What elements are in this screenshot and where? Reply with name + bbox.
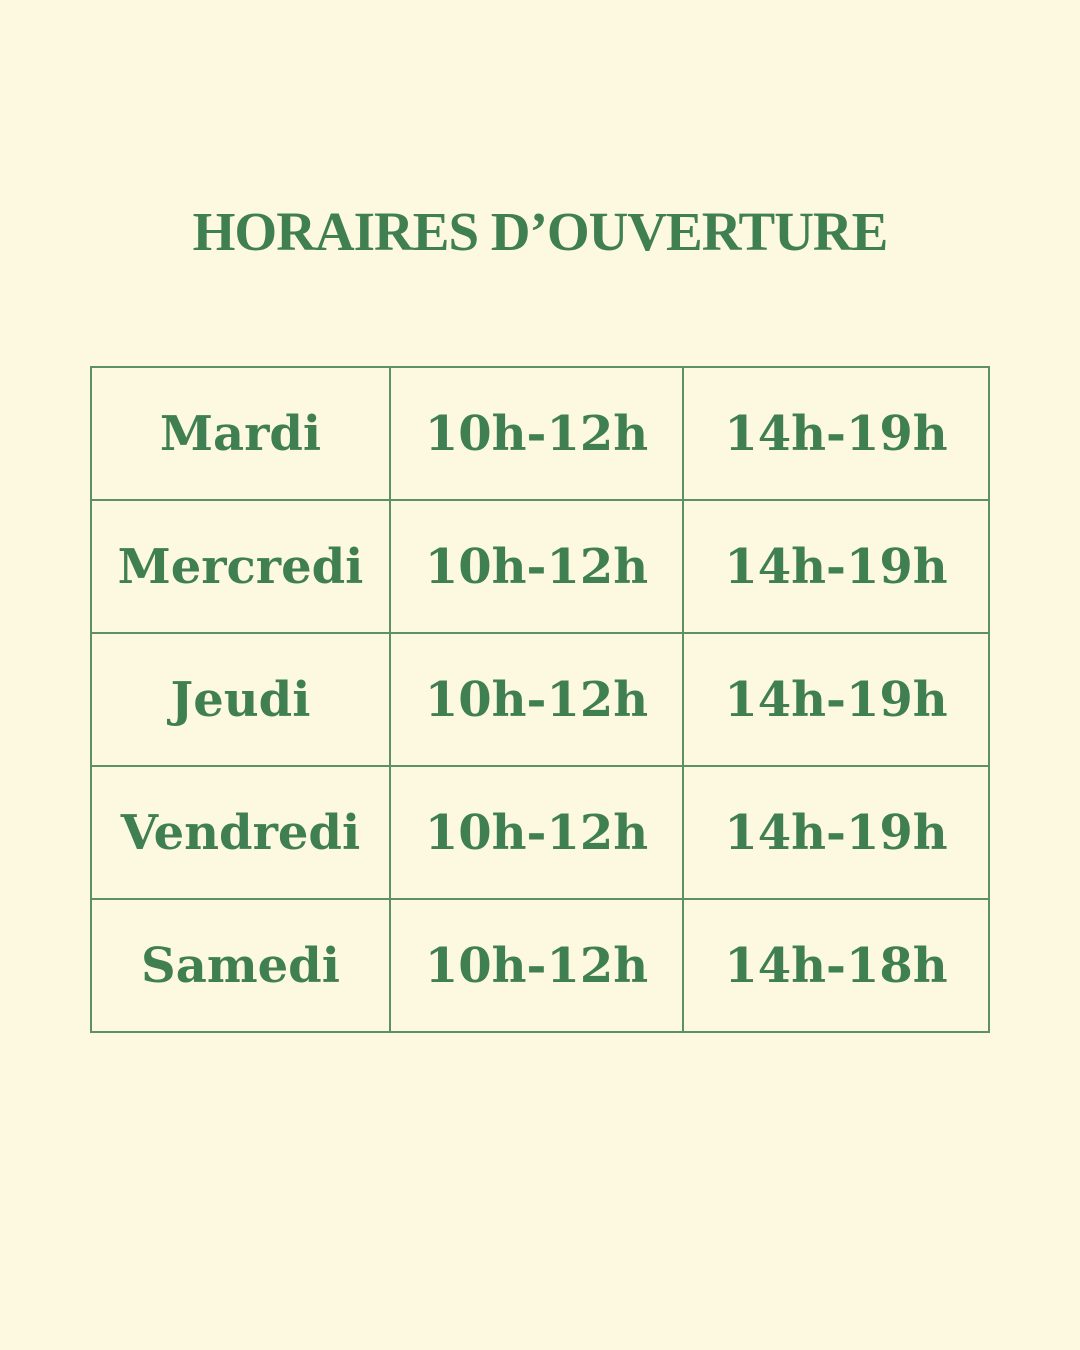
- page-title: HORAIRES D’OUVERTURE: [192, 201, 888, 262]
- table-row: [91, 633, 989, 766]
- afternoon-hours-cell: 14h-19h: [683, 367, 989, 500]
- table-row: [91, 367, 989, 500]
- afternoon-hours-cell: 14h-19h: [683, 633, 989, 766]
- day-cell: Mardi: [91, 367, 390, 500]
- table-row: [91, 500, 989, 633]
- morning-hours-cell: 10h-12h: [390, 899, 683, 1032]
- table-row: [91, 766, 989, 899]
- morning-hours-cell: 10h-12h: [390, 633, 683, 766]
- afternoon-hours-cell: 14h-19h: [683, 766, 989, 899]
- table-row: [91, 899, 989, 1032]
- morning-hours-cell: 10h-12h: [390, 766, 683, 899]
- day-cell: Mercredi: [91, 500, 390, 633]
- day-cell: Jeudi: [91, 633, 390, 766]
- opening-hours-table: [90, 366, 990, 1033]
- morning-hours-cell: 10h-12h: [390, 500, 683, 633]
- afternoon-hours-cell: 14h-19h: [683, 500, 989, 633]
- day-cell: Samedi: [91, 899, 390, 1032]
- day-cell: Vendredi: [91, 766, 390, 899]
- morning-hours-cell: 10h-12h: [390, 367, 683, 500]
- afternoon-hours-cell: 14h-18h: [683, 899, 989, 1032]
